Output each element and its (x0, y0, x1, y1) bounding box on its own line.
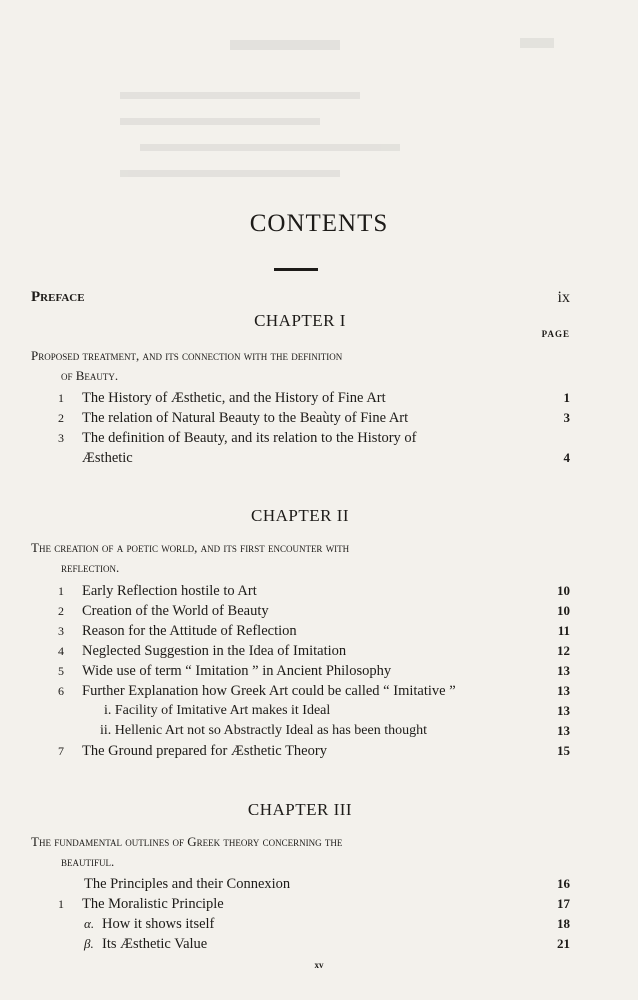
toc-entry[interactable] (0, 581, 638, 601)
entry-text: The relation of Natural Beauty to the Beaùty of Fine Art (82, 410, 409, 426)
chapter-2-entries (0, 581, 638, 761)
synopsis-line: The fundamental outlines of Greek theory concerning the (31, 834, 343, 849)
toc-entry[interactable] (0, 874, 638, 894)
chapter-3-heading: CHAPTER III (247, 800, 353, 819)
chapter-3-entries (0, 874, 638, 954)
entry-text: Early Reflection hostile to Art (82, 583, 257, 599)
synopsis-line: of Beauty. (61, 368, 119, 383)
entry-number: 6 (58, 684, 64, 698)
entry-number: 1 (58, 584, 64, 598)
toc-subentry[interactable] (0, 934, 638, 954)
entry-page: 21 (557, 936, 570, 951)
preface-entry (31, 289, 570, 306)
toc-entry[interactable] (0, 428, 638, 448)
entry-text: Neglected Suggestion in the Idea of Imitation (82, 643, 347, 659)
toc-entry[interactable] (0, 621, 638, 641)
title-rule (274, 268, 318, 271)
toc-entry[interactable] (0, 408, 638, 428)
entry-number: 1 (58, 897, 64, 911)
synopsis-line: Proposed treatment, and its connection with the definition (31, 348, 343, 363)
chapter-1-synopsis (31, 346, 531, 386)
entry-number: β. (84, 936, 94, 951)
entry-number: 4 (58, 644, 64, 658)
toc-entry[interactable] (0, 741, 638, 761)
entry-text: The Ground prepared for Æsthetic Theory (82, 743, 327, 759)
entry-page: 11 (557, 623, 570, 638)
entry-number: 2 (58, 411, 64, 425)
preface-page: ix (557, 289, 570, 306)
synopsis-line: beautiful. (61, 854, 115, 869)
chapter-1-heading: CHAPTER I (254, 311, 346, 330)
chapter-1-entries (0, 388, 638, 468)
synopsis-line: reflection. (61, 560, 120, 575)
preface-label: Preface (31, 289, 85, 305)
entry-text: i. Facility of Imitative Art makes it Ideal (104, 703, 331, 718)
entry-text: The definition of Beauty, and its relation to the History of (82, 430, 417, 446)
entry-text: ii. Hellenic Art not so Abstractly Ideal as has been thought (100, 723, 427, 738)
entry-page: 1 (563, 390, 570, 405)
entry-text: How it shows itself (102, 916, 215, 932)
entry-number: 5 (58, 664, 64, 678)
toc-entry[interactable] (0, 894, 638, 914)
entry-text: Creation of the World of Beauty (82, 603, 269, 619)
toc-entry[interactable] (0, 641, 638, 661)
entry-text: The History of Æsthetic, and the History of Fine Art (82, 390, 386, 406)
entry-page: 13 (557, 663, 570, 678)
toc-entry[interactable] (0, 681, 638, 701)
entry-number: α. (84, 916, 95, 931)
entry-page: 3 (563, 410, 570, 425)
entry-page: 16 (557, 876, 570, 891)
entry-page: 13 (557, 723, 570, 738)
show-through-texture (0, 0, 638, 200)
chapter-2-heading: CHAPTER II (250, 506, 350, 525)
toc-entry[interactable] (0, 448, 638, 468)
entry-number: 1 (58, 391, 64, 405)
entry-page: 10 (557, 583, 570, 598)
toc-entry[interactable] (0, 661, 638, 681)
entry-page: 10 (557, 603, 570, 618)
toc-subentry[interactable] (0, 701, 638, 721)
chapter-3-synopsis (31, 832, 531, 872)
entry-page: 13 (557, 703, 570, 718)
toc-subentry[interactable] (0, 721, 638, 741)
entry-text: Æsthetic (82, 450, 133, 466)
entry-page: 18 (557, 916, 570, 931)
entry-page: 17 (557, 896, 570, 911)
toc-entry[interactable] (0, 388, 638, 408)
entry-text: Further Explanation how Greek Art could be called “ Imitative ” (82, 683, 456, 699)
toc-entry[interactable] (0, 601, 638, 621)
entry-number: 7 (58, 744, 64, 758)
entry-page: 15 (557, 743, 570, 758)
entry-text: The Moralistic Principle (82, 896, 224, 912)
synopsis-line: The creation of a poetic world, and its first encounter with (31, 540, 350, 555)
entry-number: 3 (58, 624, 64, 638)
entry-text: Wide use of term “ Imitation ” in Ancient Philosophy (82, 663, 392, 679)
entry-text: Reason for the Attitude of Reflection (82, 623, 297, 639)
entry-page: 13 (557, 683, 570, 698)
entry-page: 4 (563, 450, 570, 465)
entry-text: The Principles and their Connexion (84, 876, 291, 892)
entry-number: 3 (58, 431, 64, 445)
entry-text: Its Æsthetic Value (102, 936, 208, 952)
toc-subentry[interactable] (0, 914, 638, 934)
page-number-footer: xv (314, 960, 324, 970)
entry-page: 12 (557, 643, 570, 658)
page-column-header: PAGE (541, 329, 570, 339)
page-title: CONTENTS (249, 210, 389, 237)
chapter-2-synopsis (31, 538, 531, 578)
entry-number: 2 (58, 604, 64, 618)
